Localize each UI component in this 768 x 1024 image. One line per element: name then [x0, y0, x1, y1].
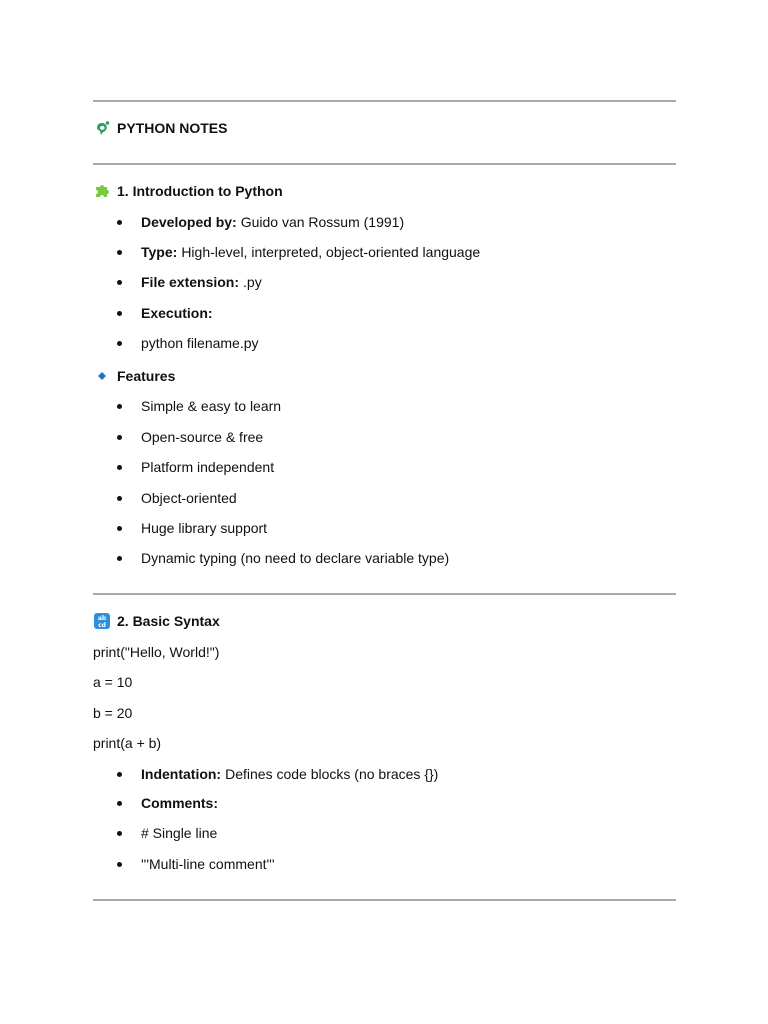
- list-item: [113, 793, 222, 813]
- item-value: Simple & easy to learn: [141, 398, 282, 414]
- section-2-title: 2. Basic Syntax: [117, 613, 220, 629]
- code-line: print("Hello, World!"): [93, 644, 220, 660]
- bullet-dot: [117, 465, 122, 470]
- blue-diamond-icon: [93, 367, 111, 385]
- item-label: Execution:: [141, 305, 213, 321]
- item-value: High-level, interpreted, object-oriented language: [181, 244, 481, 260]
- item-label: File extension:: [141, 274, 240, 290]
- item-label: Type:: [141, 244, 178, 260]
- list-item: [113, 488, 237, 508]
- item-value: .py: [243, 274, 262, 290]
- list-item: [113, 764, 438, 784]
- bullet-dot: [117, 556, 122, 561]
- list-item: [113, 427, 263, 447]
- bullet-dot: [117, 801, 122, 806]
- section-1-title: 1. Introduction to Python: [117, 183, 283, 199]
- item-label: Developed by:: [141, 214, 237, 230]
- bullet-dot: [117, 435, 122, 440]
- top-divider: [93, 100, 676, 102]
- bullet-dot: [117, 311, 122, 316]
- item-value: '''Multi-line comment''': [141, 856, 275, 872]
- list-item: [113, 303, 217, 323]
- bullet-dot: [117, 341, 122, 346]
- item-value: Dynamic typing (no need to declare variable type): [141, 550, 450, 566]
- bullet-dot: [117, 831, 122, 836]
- features-heading: [93, 366, 175, 386]
- code-line: b = 20: [93, 705, 133, 721]
- document-title: [93, 118, 227, 138]
- item-value: python filename.py: [141, 335, 259, 351]
- section-divider: [93, 593, 676, 595]
- svg-text:cd: cd: [98, 622, 106, 629]
- item-value: Guido van Rossum (1991): [240, 214, 405, 230]
- list-item: [113, 272, 262, 292]
- title-divider: [93, 163, 676, 165]
- python-logo-icon: [93, 119, 111, 137]
- section-1-heading: [93, 181, 283, 201]
- item-value: Open-source & free: [141, 429, 264, 445]
- list-item: [113, 396, 281, 416]
- list-item: [113, 457, 274, 477]
- code-line: print(a + b): [93, 735, 162, 751]
- bullet-dot: [117, 496, 122, 501]
- item-value: Huge library support: [141, 520, 268, 536]
- bullet-dot: [117, 220, 122, 225]
- list-item: [113, 242, 480, 262]
- list-item: [113, 548, 449, 568]
- item-value: # Single line: [141, 825, 218, 841]
- list-item: [113, 823, 217, 843]
- item-label: Indentation:: [141, 766, 222, 782]
- bullet-dot: [117, 280, 122, 285]
- features-title: Features: [117, 368, 176, 384]
- item-value: Defines code blocks (no braces {}): [225, 766, 439, 782]
- list-item: [113, 333, 259, 353]
- abcd-input-icon: [93, 612, 111, 630]
- bullet-dot: [117, 526, 122, 531]
- list-item: [113, 518, 267, 538]
- list-item: [113, 212, 404, 232]
- bullet-dot: [117, 250, 122, 255]
- svg-text:ab: ab: [97, 615, 107, 623]
- item-value: Platform independent: [141, 459, 275, 475]
- code-line: a = 10: [93, 674, 133, 690]
- bullet-dot: [117, 404, 122, 409]
- bullet-dot: [117, 862, 122, 867]
- bottom-divider: [93, 899, 676, 901]
- list-item: [113, 854, 275, 874]
- item-label: Comments:: [141, 795, 219, 811]
- section-2-heading: [93, 611, 220, 631]
- item-value: Object-oriented: [141, 490, 237, 506]
- puzzle-piece-icon: [93, 182, 111, 200]
- document-title-text: PYTHON NOTES: [117, 120, 228, 136]
- bullet-dot: [117, 772, 122, 777]
